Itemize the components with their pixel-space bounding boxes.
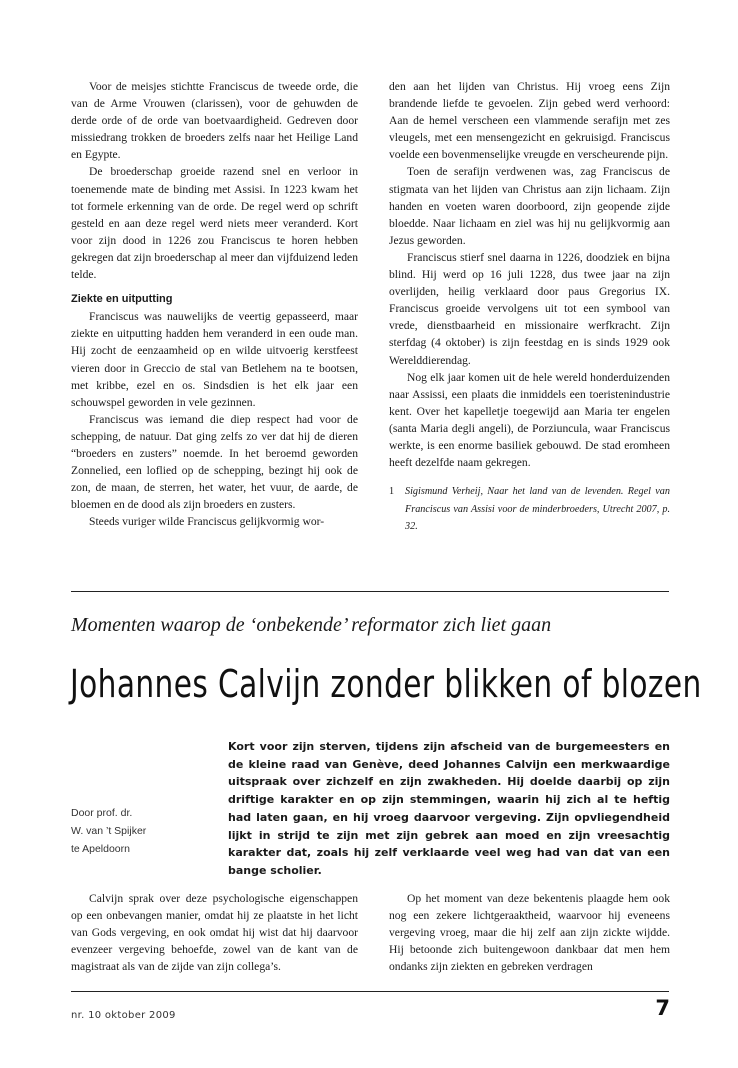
paragraph: De broederschap groeide razend snel en verloor in toenemende mate de binding met Assisi. In 1223 kwam het tot formele erkenning van de orde. De regel werd op schrift gesteld en aan deze regel werd niets meer veranderd. Kort voor zijn dood in 1226 zou Franciscus te horen hebben gekregen dat zijn broederschap al meer dan vijfduizend leden telde. bbox=[71, 165, 358, 282]
paragraph: Steeds vuriger wilde Franciscus gelijkvormig wor- bbox=[89, 515, 325, 529]
byline-line: te Apeldoorn bbox=[71, 843, 130, 855]
footnote-number: 1 bbox=[389, 486, 395, 498]
footer-divider bbox=[71, 991, 669, 992]
paragraph: Nog elk jaar komen uit de hele wereld honderduizenden naar Assissi, een plaats die inmiddels een toeristenindustrie kent. Over het kapelletje toegewijd aan Maria ter engelen (santa Maria degli angeli), de Porziuncula, waar Franciscus werkte, is een enorme basiliek gebouwd. De stad eromheen heeft dezelfde naam gekregen. bbox=[389, 370, 670, 470]
paragraph: Op het moment van deze bekentenis plaagde hem ook nog een zekere lichtgeraaktheid, waarvoor hij eveneens vergeving vroeg, maar die hij zelf aan zijn zickte wijdde. Hij betoonde zich buitengewoon dankbaar dat men hem ondanks zijn ziekten en gebreken verdragen bbox=[389, 892, 670, 974]
paragraph: Voor de meisjes stichtte Franciscus de tweede orde, die van de Arme Vrouwen (clarissen), voor de gehuwden de derde orde of de orde van boetvaardigheid. Gedreven door missiedrang trokken de broeders zelfs naar het Heilige Land en Egypte. bbox=[71, 80, 358, 162]
paragraph: Toen de serafijn verdwenen was, zag Franciscus de stigmata van het lijden van Christus aan zijn lichaam. Zijn handen en voeten waren doorboord, zijn geopende zijde bloedde. Naar lichaam en ziel was hij nu gelijkvormig aan Jezus geworden. bbox=[389, 165, 670, 247]
top-right-column bbox=[389, 78, 670, 536]
article-lead: Kort voor zijn sterven, tijdens zijn afscheid van de burgemeesters en de kleine raad van Genève, deed Johannes Calvijn een merkwaardige uitspraak over zichzelf en zijn zwakheden. Hij doelde daarbij op zijn driftige karakter en op zijn stemmingen, waarin hij zich al te heftig had laten gaan, en hij vroeg daarvoor vergeving. Zijn opvliegendheid lijkt in strijd te zijn met zijn gebrek aan moed en zijn vreesachtig karakter dat, zoals hij zelf verklaarde veel weg had van dat van een bange scholier. bbox=[228, 740, 670, 877]
footnote bbox=[389, 483, 670, 536]
page-number: 7 bbox=[655, 996, 670, 1020]
article-body-left bbox=[71, 890, 358, 975]
article-title: Johannes Calvijn zonder blikken of blozen bbox=[70, 662, 702, 706]
footnote-text: Sigismund Verheij, Naar het land van de levenden. Regel van Franciscus van Assisi voor de minderbroeders, Utrecht 2007, p. 32. bbox=[405, 486, 670, 533]
byline-line: Door prof. dr. bbox=[71, 807, 133, 819]
paragraph: Franciscus was iemand die diep respect had voor de schepping, de natuur. Dat ging zelfs zo ver dat hij de dieren “broeders en zusters” noemde. In het beroemd geworden Zonnelied, een loflied op de schepping, bezingt hij ook de zon, de maan, de sterren, het water, het vuur, de aarde, de bloemen en de dood als zijn broeders en zusters. bbox=[71, 412, 358, 512]
paragraph: den aan het lijden van Christus. Hij vroeg eens Zijn brandende liefde te gevoelen. Zijn gebed werd verhoord: Aan de hemel verscheen een vlammende serafijn met zes vleugels, met een mensengezicht en gekruisigd. Franciscus voelde een bovenmenselijke vreugde en verscheurende pijn. bbox=[389, 80, 670, 162]
byline bbox=[71, 804, 221, 858]
paragraph: Franciscus stierf snel daarna in 1226, doodziek en bijna blind. Hij werd op 16 juli 1228, dus twee jaar na zijn overlijden, heilig verklaard door paus Gregorius IX. Franciscus groeide vervolgens uit tot een symbool van vrede, dienstbaarheid en missionaire werfkracht. Zijn sterfdag (4 oktober) is zijn feestdag en is sinds 1929 ook Werelddierendag. bbox=[389, 250, 670, 367]
article-body-right bbox=[389, 890, 670, 975]
paragraph: Calvijn sprak over deze psychologische eigenschappen op een onbevangen manier, omdat hij ze plaatste in het licht van Gods vergeving, en ook omdat hij wist dat hij daarvoor evenzeer vergeving behoefde, zowel van de kant van de magistraat als van de zijde van zijn collega’s. bbox=[71, 892, 358, 974]
section-divider bbox=[71, 591, 669, 592]
byline-line: W. van ’t Spijker bbox=[71, 825, 147, 837]
article-kicker: Momenten waarop de ‘onbekende’ reformator zich liet gaan bbox=[71, 614, 552, 636]
issue-label: nr. 10 oktober 2009 bbox=[71, 1010, 176, 1021]
top-left-column bbox=[71, 78, 358, 530]
paragraph: Franciscus was nauwelijks de veertig gepasseerd, maar ziekte en uitputting hadden hem veranderd in een oude man. Hij zocht de eenzaamheid op en wilde uitvoerig kerstfeest vieren door in Greccio de stal van Betlehem na te bootsen, met kribbe, ezel en os. Sindsdien is het elk jaar een schouwspel geworden in vele gezinnen. bbox=[71, 310, 358, 409]
subheading: Ziekte en uitputting bbox=[71, 293, 173, 306]
